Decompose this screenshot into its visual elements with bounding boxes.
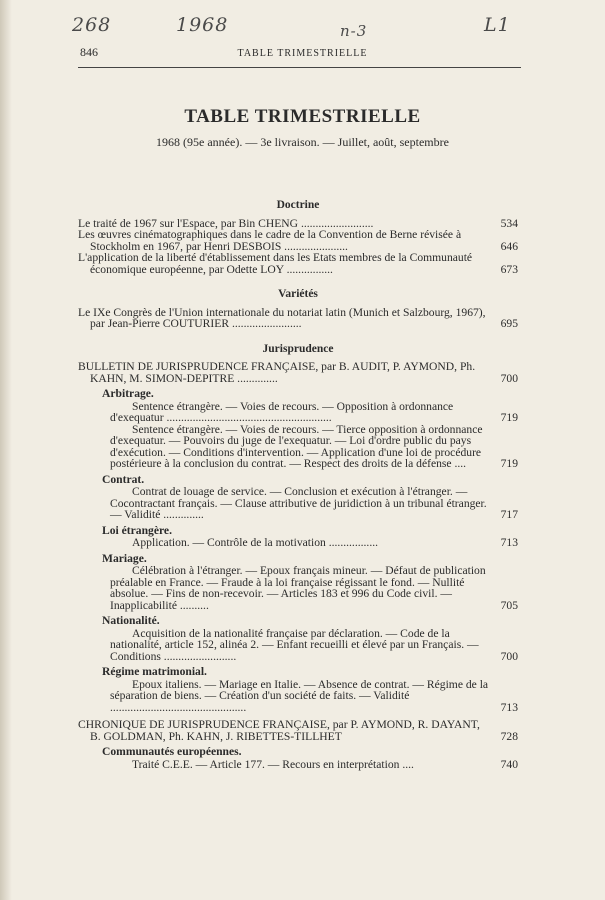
subheading-communautes: Communautés européennes. (102, 745, 242, 758)
handwritten-note-3: n-3 (340, 22, 368, 40)
toc-entry (78, 307, 518, 330)
toc-entry-page: 700 (500, 649, 518, 663)
subheading-regime-matrimonial: Régime matrimonial. (102, 665, 207, 678)
toc-entry-page: 728 (500, 729, 518, 743)
toc-entry-text: Contrat de louage de service. — Conclusion et exécution à l'étranger. — Cocontractant français. — Clause attributive de juridiction à un tribunal étranger. — Validité .............. (110, 485, 487, 521)
section-heading-jurisprudence: Jurisprudence (262, 342, 334, 355)
page-number: 846 (80, 45, 98, 59)
toc-entry (78, 565, 518, 611)
toc-entry-page: 695 (500, 317, 518, 330)
toc-entry-text: L'application de la liberté d'établissement dans les Etats membres de la Communauté économique européenne, par Odette LOY ................ (78, 251, 473, 276)
toc-entry-text: CHRONIQUE DE JURISPRUDENCE FRANÇAISE, par P. AYMOND, R. DAYANT, B. GOLDMAN, Ph. KAHN, J. RIBETTES-TILLHET (78, 718, 480, 743)
toc-entry (78, 486, 518, 521)
subheading-arbitrage: Arbitrage. (102, 387, 154, 400)
toc-entry-page: 705 (500, 598, 518, 612)
toc-entry-text: Sentence étrangère. — Voies de recours. — Opposition à ordonnance d'exequatur ......................................................... (110, 399, 454, 424)
toc-entry (78, 401, 518, 424)
toc-entry-text: Célébration à l'étranger. — Epoux français mineur. — Défaut de publication préalable en France. — Fraude à la loi française régissant le fond. — Nullité absolue. — Fins de non-recevoir. — Articles 183 et 996 du Code civil. — Inapplicabilité .......... (110, 564, 486, 612)
toc-entry (78, 229, 518, 252)
subheading-nationalite: Nationalité. (102, 614, 160, 627)
subheading-loi-etrangere: Loi étrangère. (102, 523, 172, 537)
toc-entry-page: 717 (500, 508, 518, 521)
section-heading-doctrine: Doctrine (276, 199, 320, 211)
toc-entry-page: 719 (500, 457, 518, 470)
handwritten-note-2: 1968 (176, 14, 229, 36)
toc-entry-page: 700 (500, 371, 518, 385)
toc-entry-text: Le traité de 1967 sur l'Espace, par Bin CHENG ......................... (78, 216, 374, 230)
toc-entry-page: 719 (500, 411, 518, 424)
toc-entry (78, 252, 518, 275)
toc-entry (78, 424, 518, 470)
toc-entry-page: 673 (500, 262, 518, 276)
running-head: TABLE TRIMESTRIELLE (237, 48, 368, 59)
toc-entry-page: 646 (500, 239, 518, 253)
toc-entry-page: 713 (500, 700, 518, 714)
toc-entry (78, 759, 518, 771)
toc-entry (78, 679, 518, 714)
toc-entry (78, 628, 518, 663)
toc-entry-page: 713 (500, 536, 518, 549)
toc-entry-text: Traité C.E.E. — Article 177. — Recours en interprétation .... (132, 757, 414, 771)
toc-entry-text: BULLETIN DE JURISPRUDENCE FRANÇAISE, par B. AUDIT, P. AYMOND, Ph. KAHN, M. SIMON-DEPITRE .............. (78, 360, 476, 385)
handwritten-note-4: L1 (484, 14, 511, 36)
page-title: TABLE TRIMESTRIELLE (184, 106, 421, 127)
toc-entry-text: Application. — Contrôle de la motivation ................. (132, 536, 379, 549)
header-rule (78, 67, 521, 68)
subheading-mariage: Mariage. (102, 551, 147, 565)
toc-entry (78, 537, 518, 549)
toc-entry-bulletin (78, 361, 518, 384)
toc-entry-text: Les œuvres cinématographiques dans le cadre de la Convention de Berne révisée à Stockholm en 1967, par Henri DESBOIS ...................... (78, 228, 462, 253)
toc-entry-chronique (78, 719, 518, 742)
toc-entry-page: 534 (500, 216, 518, 230)
toc-entry-text: Sentence étrangère. — Voies de recours. — Tierce opposition à ordonnance d'exequatur. — Pouvoirs du juge de l'exequatur. — Loi d'ordre public du pays d'exécution. — Conditions d'intervention. — Application d'une loi de procédure postérieure à la conclusion du contrat. — Respect des droits de la défense .... (110, 422, 483, 470)
subheading-contrat: Contrat. (102, 472, 145, 486)
toc-entry-page: 740 (500, 757, 518, 771)
section-heading-varietes: Variétés (278, 288, 318, 300)
toc-entry-text: Le IXe Congrès de l'Union internationale du notariat latin (Munich et Salzbourg, 1967), par Jean-Pierre COUTURIER ........................ (78, 305, 486, 330)
page-subtitle: 1968 (95e année). — 3e livraison. — Juillet, août, septembre (156, 135, 449, 149)
toc-entry-text: Epoux italiens. — Mariage en Italie. — Absence de contrat. — Régime de la séparation de biens. — Création d'un société de faits. — Validité ............................................... (110, 677, 489, 714)
handwritten-note-1: 268 (72, 14, 112, 36)
table-of-contents (78, 200, 518, 770)
toc-entry-text: Acquisition de la nationalité française par déclaration. — Code de la nationalité, article 152, alinéa 2. — Enfant recueilli et élevé par un Français. — Conditions ......................... (110, 626, 479, 663)
